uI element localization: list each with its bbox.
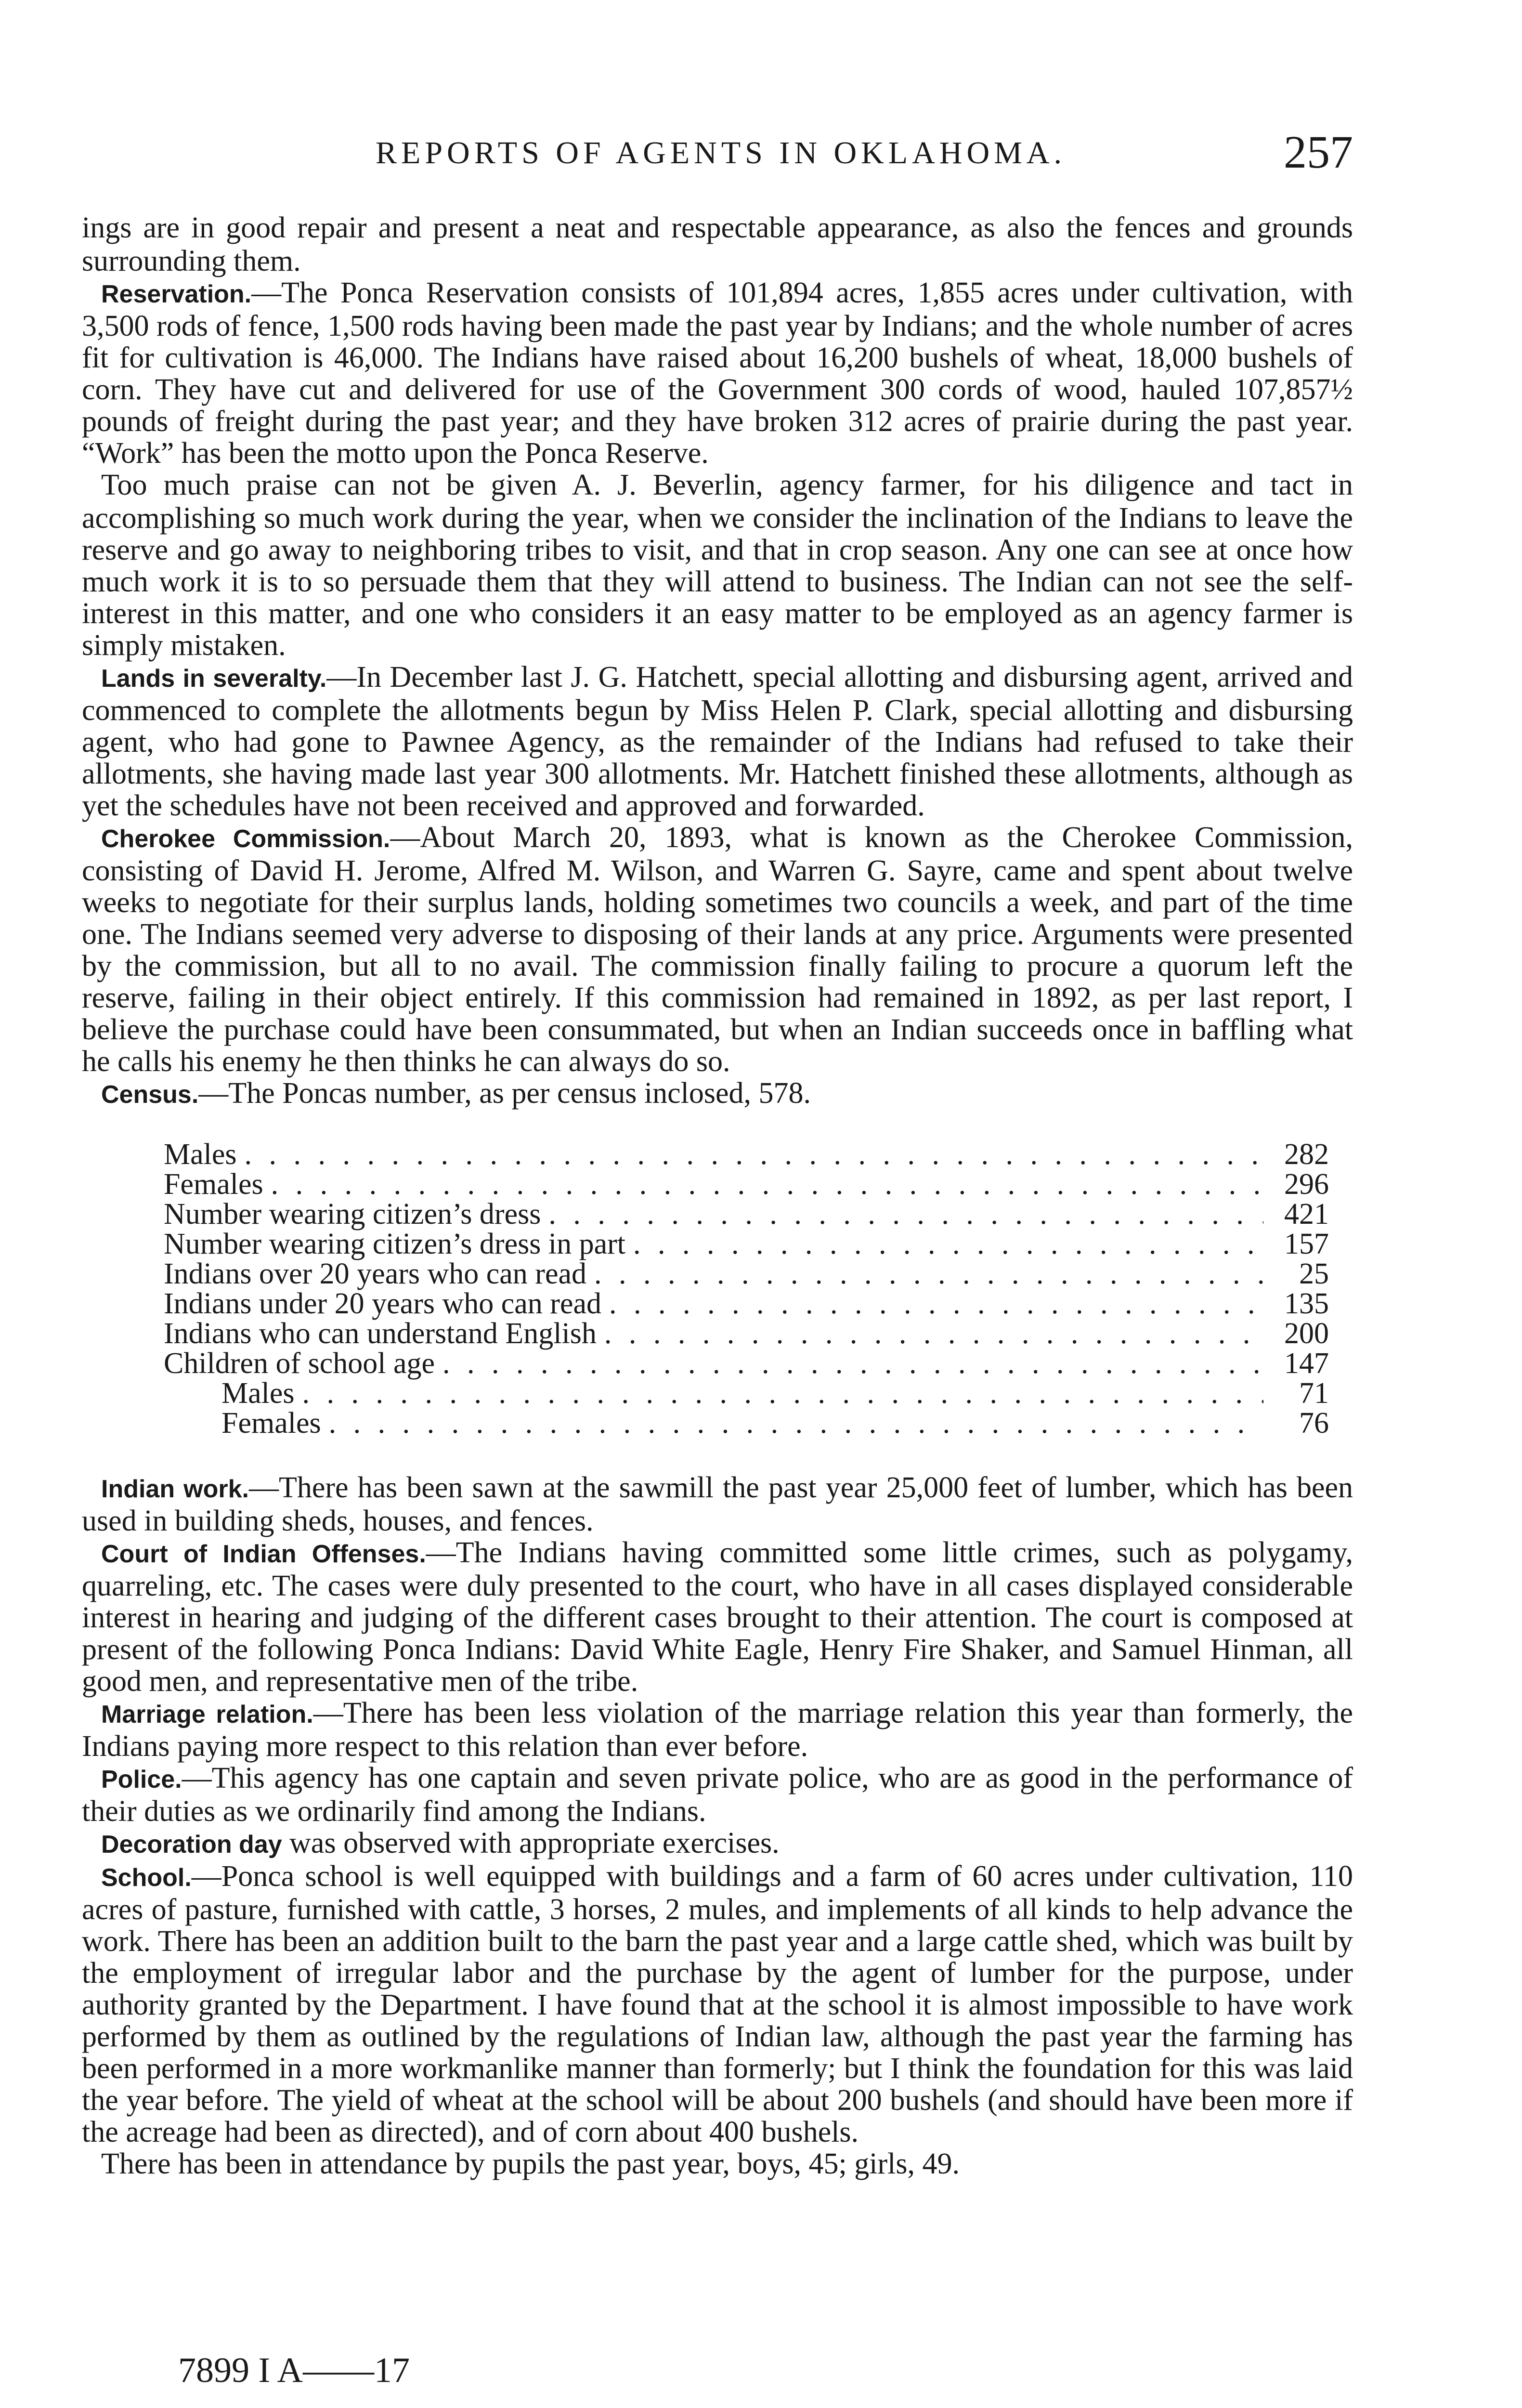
paragraph-indian-work: Indian work.—There has been sawn at the sawmill the past year 25,000 feet of lumber, which has been used in building sheds, houses, and fences. [82, 1471, 1353, 1537]
paragraph-court: Court of Indian Offenses.—The Indians having committed some little crimes, such as polygamy, quarreling, etc. The cases were duly presented to the court, who have in all cases displayed considerable interest in hearing and judging of the different cases brought to their attention. The court is composed at present of the following Ponca Indians: David White Eagle, Henry Fire Shaker, and Samuel Hinman, all good men, and representative men of the tribe. [82, 1536, 1353, 1698]
paragraph: ings are in good repair and present a neat and respectable appearance, as also the fences and grounds surrounding them. [82, 211, 1353, 277]
section-heading: Census. [101, 1081, 199, 1109]
paragraph-school: School.—Ponca school is well equipped with buildings and a farm of 60 acres under cultivation, 110 acres of pasture, furnished with cattle, 3 horses, 2 mules, and implements of all kinds to help advance the work. There has been an addition built to the barn the past year and a large cattle shed, which was built by the employment of irregular labor and the purchase by the agent of lumber for the purpose, under authority granted by the Department. I have found that at the school it is almost impossible to have work performed by them as outlined by the regulations of Indian law, although the past year the farming has been performed in a more workmanlike manner than formerly; but I think the foundation for this was laid the year before. The yield of wheat at the school will be about 200 bushels (and should have been more if the acreage had been as directed), and of corn about 400 bushels. [82, 1860, 1353, 2148]
table-row: Children of school age . . . 147 [164, 1348, 1329, 1378]
table-row: Indians under 20 years who can read . . . 135 [164, 1289, 1329, 1319]
table-row-sub: Males . . . 71 [164, 1378, 1329, 1408]
table-row-sub: Females . . . 76 [164, 1408, 1329, 1438]
page-number: 257 [1284, 126, 1353, 178]
table-row: Males . . . 282 [164, 1139, 1329, 1169]
paragraph-reservation: Reservation.—The Ponca Reservation consists of 101,894 acres, 1,855 acres under cultivation, with 3,500 rods of fence, 1,500 rods having been made the past year by Indians; and the whole number of acres fit for cultivation is 46,000. The Indians have raised about 16,200 bushels of wheat, 18,000 bushels of corn. They have cut and delivered for use of the Government 300 cords of wood, hauled 107,857½ pounds of freight during the past year; and they have broken 312 acres of prairie during the past year. “Work” has been the motto upon the Ponca Reserve. [82, 276, 1353, 470]
table-row: Number wearing citizen’s dress . . . 421 [164, 1199, 1329, 1229]
section-heading: Decoration day [101, 1831, 282, 1858]
section-heading: Lands in severalty. [101, 665, 327, 693]
section-heading: School. [101, 1864, 192, 1892]
running-title: REPORTS OF AGENTS IN OKLAHOMA. [376, 135, 1066, 170]
section-heading: Reservation. [101, 280, 252, 308]
section-heading: Court of Indian Offenses. [101, 1540, 426, 1568]
table-row: Number wearing citizen’s dress in part . . . 157 [164, 1229, 1329, 1259]
paragraph-marriage: Marriage relation.—There has been less violation of the marriage relation this year than formerly, the Indians paying more respect to this relation than ever before. [82, 1697, 1353, 1763]
section-heading: Indian work. [101, 1475, 249, 1503]
table-row: Indians over 20 years who can read . . . 25 [164, 1259, 1329, 1289]
section-heading: Police. [101, 1766, 182, 1793]
paragraph-cherokee-commission: Cherokee Commission.—About March 20, 1893, what is known as the Cherokee Commission, consisting of David H. Jerome, Alfred M. Wilson, and Warren G. Sayre, came and spent about twelve weeks to negotiate for their surplus lands, holding sometimes two councils a week, and part of the time one. The Indians seemed very adverse to disposing of their lands at any price. Arguments were presented by the commission, but all to no avail. The commission finally failing to procure a quorum left the reserve, failing in their object entirely. If this commission had remained in 1892, as per last report, I believe the purchase could have been consummated, but when an Indian succeeds once in baffling what he calls his enemy he then thinks he can always do so. [82, 821, 1353, 1078]
paragraph-census: Census.—The Poncas number, as per census inclosed, 578. [101, 1077, 811, 1110]
paragraph-decoration-day: Decoration day was observed with appropriate exercises. [101, 1827, 780, 1859]
table-row: Females . . . 296 [164, 1169, 1329, 1199]
signature-mark: 7899 I A——17 [178, 2351, 410, 2390]
paragraph-attendance: There has been in attendance by pupils the past year, boys, 45; girls, 49. [101, 2147, 960, 2180]
section-heading: Marriage relation. [101, 1701, 313, 1728]
paragraph-lands-in-severalty: Lands in severalty.—In December last J. G. Hatchett, special allotting and disbursing agent, arrived and commenced to complete the allotments begun by Miss Helen P. Clark, special allotting and disbursing agent, who had gone to Pawnee Agency, as the remainder of the Indians had refused to take their allotments, she having made last year 300 allotments. Mr. Hatchett finished these allotments, although as yet the schedules have not been received and approved and forwarded. [82, 661, 1353, 822]
page-header [82, 120, 1353, 178]
table-row: Indians who can understand English . . . 200 [164, 1319, 1329, 1348]
census-table [164, 1139, 1329, 1438]
paragraph-police: Police.—This agency has one captain and seven private police, who are as good in the performance of their duties as we ordinarily find among the Indians. [82, 1762, 1353, 1828]
report-body [82, 212, 1353, 2181]
paragraph: Too much praise can not be given A. J. Beverlin, agency farmer, for his diligence and tact in accomplishing so much work during the year, when we consider the inclination of the Indians to leave the reserve and go away to neighboring tribes to visit, and that in crop season. Any one can see at once how much work it is to so persuade them that they will attend to business. The Indian can not see the self-interest in this matter, and one who considers it an easy matter to be employed as an agency farmer is simply mistaken. [82, 469, 1353, 662]
section-heading: Cherokee Commission. [101, 825, 390, 853]
